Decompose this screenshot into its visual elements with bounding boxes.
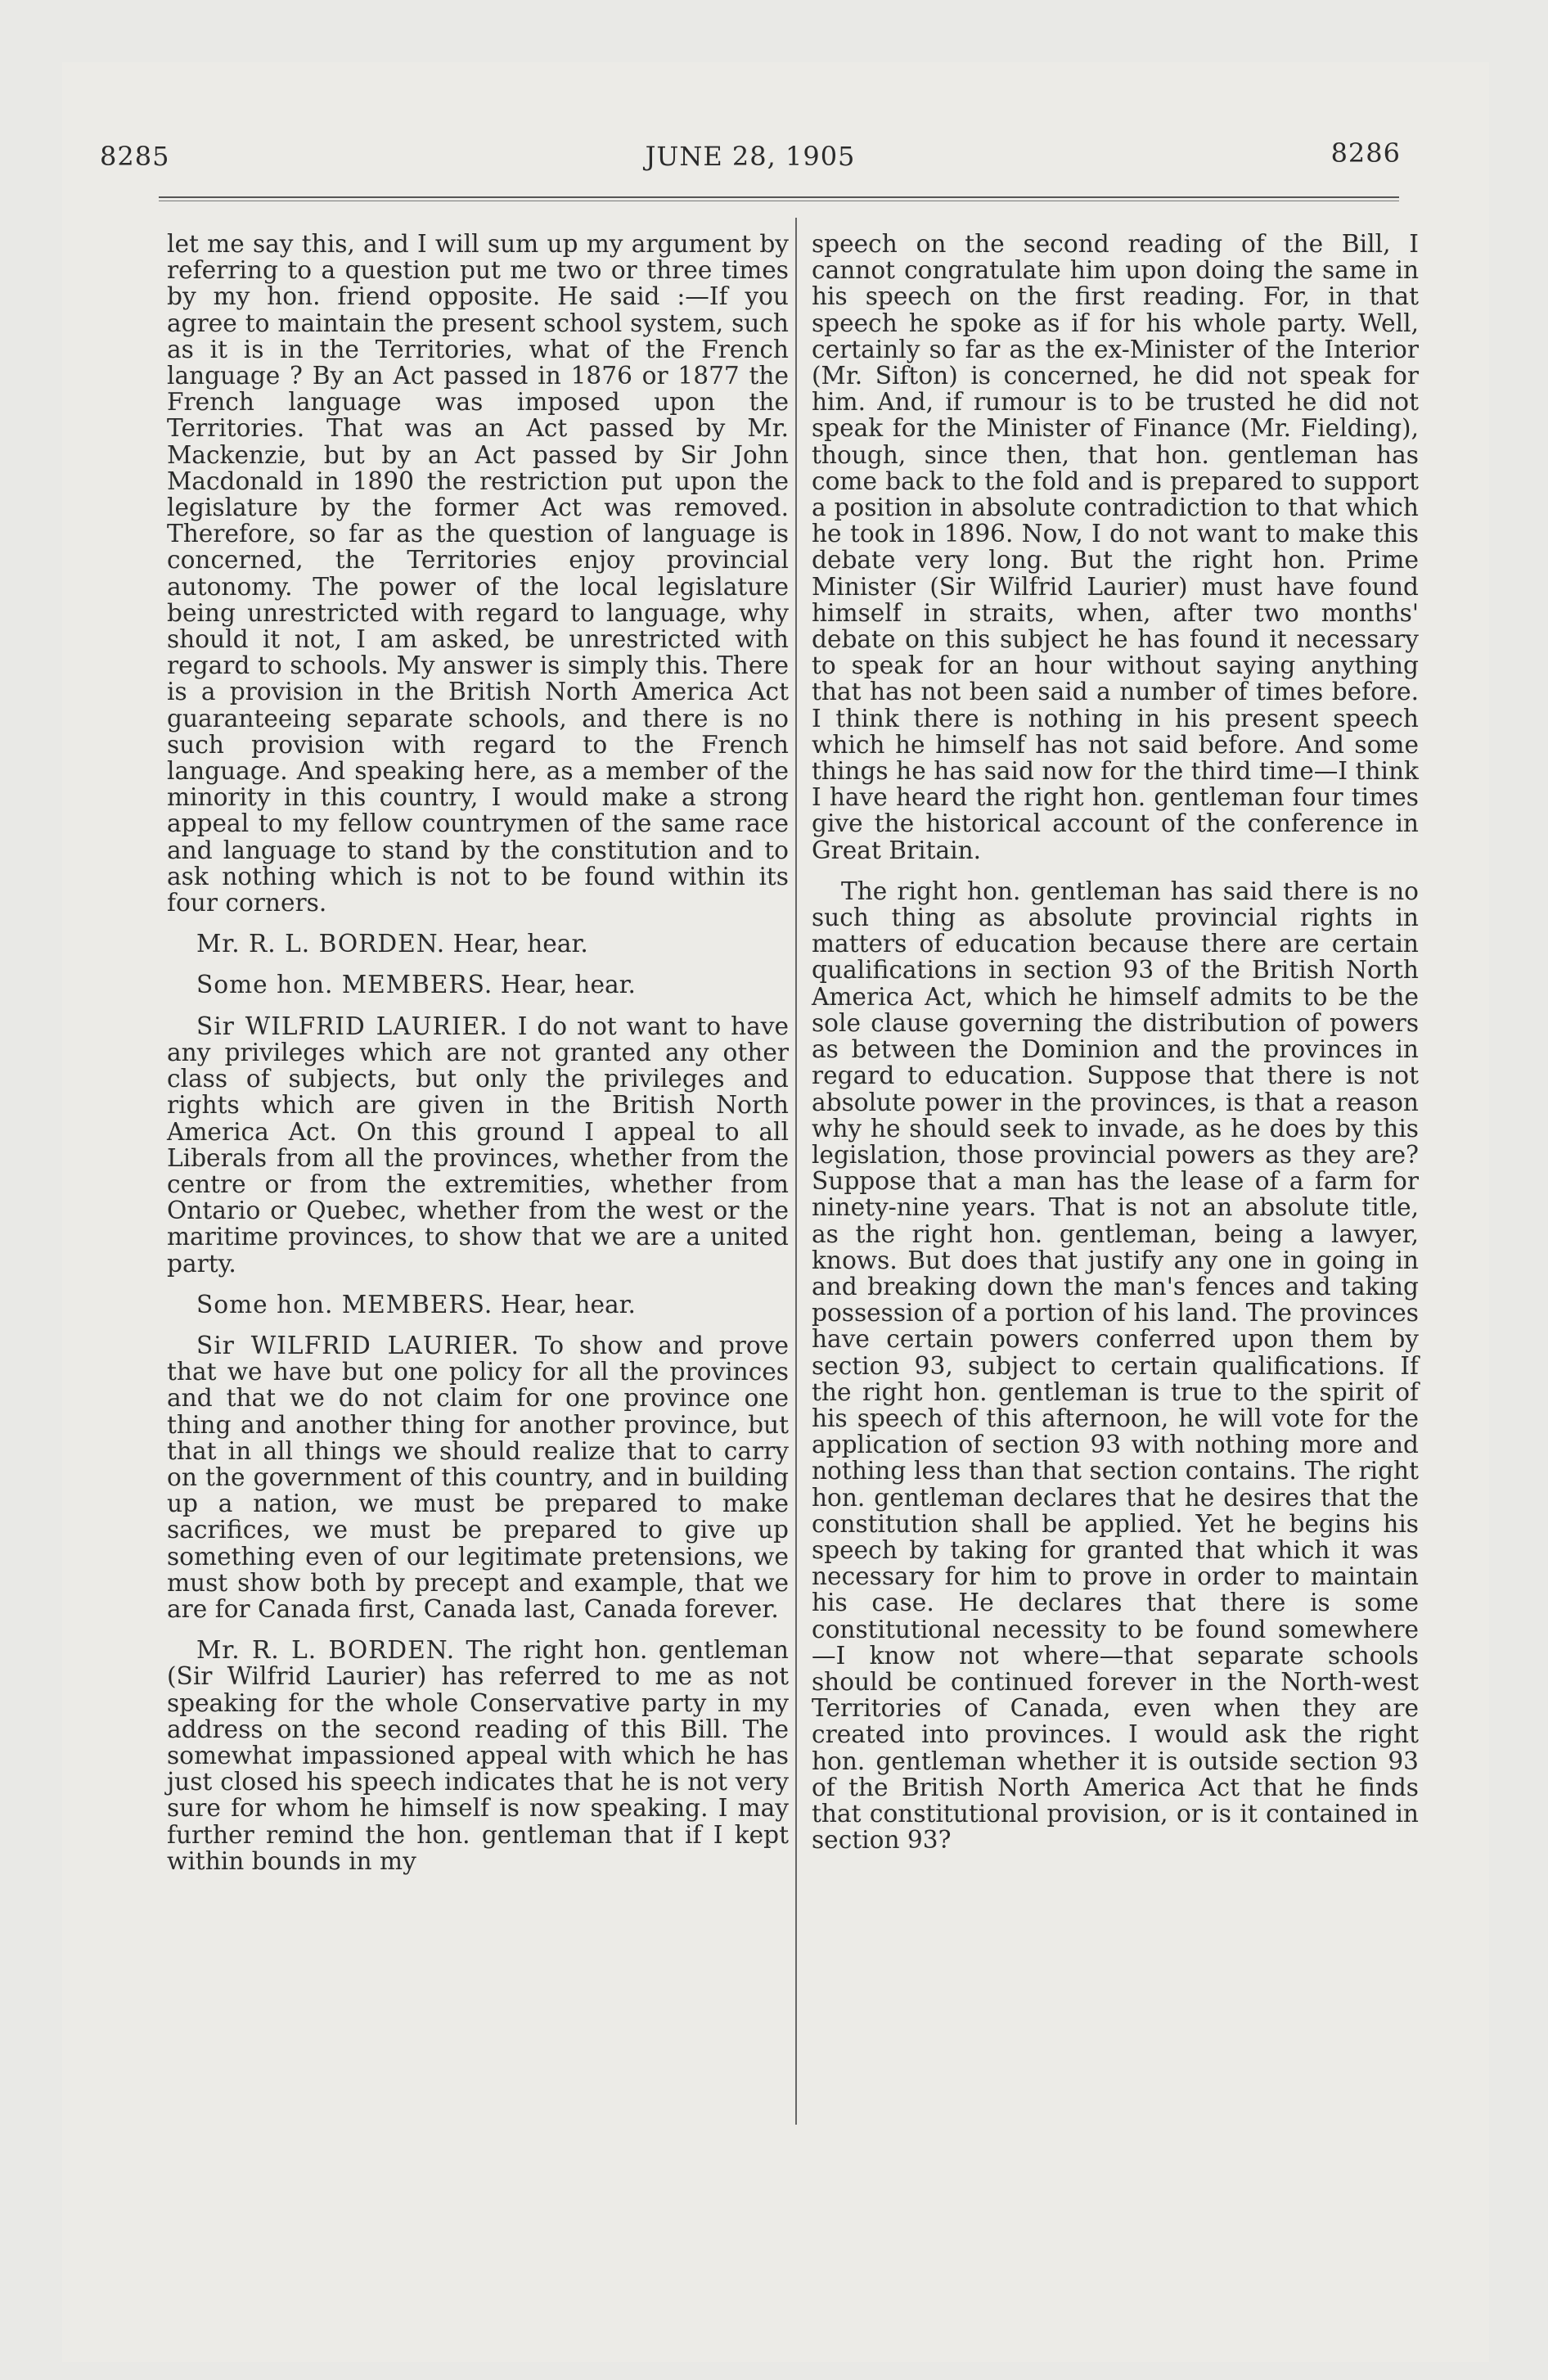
- paragraph-text: I do not want to have any privileges which are not granted any other class of subjects, but only the privileges and rights which are given in the British North America Act. On this ground I appeal to all Liberals from all the provinces, whether from the centre or from the extremities, whether from Ontario or Quebec, whether from the west or the maritime provinces, to show that we are a united party.: [167, 1012, 790, 1278]
- paragraph: [812, 878, 1419, 1854]
- paragraph-text: let me say this, and I will sum up my argument by referring to a question put me two or three times by my hon. friend opposite. He said :—If you agree to maintain the present school system, such as it is in the Territories, what of the French language ? By an Act passed in 1876 or 1877 the French language was imposed upon the Territories. That was an Act passed by Mr. Mackenzie, but by an Act passed by Sir John Macdonald in 1890 the restriction put upon the legislature by the former Act was removed. Therefore, so far as the question of language is concerned, the Territories enjoy provincial autonomy. The power of the local legislature being unrestricted with regard to language, why should it not, I am asked, be unrestricted with regard to schools. My answer is simply this. There is a provision in the British North America Act guaranteeing separate schools, and there is no such provision with regard to the French language. And speaking here, as a member of the minority in this country, I would make a strong appeal to my fellow countrymen of the same race and language to stand by the constitution and to ask nothing which is not to be found within its four corners.: [167, 230, 789, 917]
- paragraph-text: Hear, hear.: [452, 930, 588, 958]
- paragraph-text: The right hon. gentleman has said there is no such thing as absolute provincial rights in matters of education because there are certain qualifications in section 93 of the British North America Act, which he himself admits to be the sole clause governing the distribution of powers as between the Dominion and the provinces in regard to education. Suppose that there is not absolute power in the provinces, is that a reason why he should seek to invade, as he does by this legislation, those provincial powers as they are? Suppose that a man has the lease of a farm for ninety-nine years. That is not an absolute title, as the right hon. gentleman, being a lawyer, knows. But does that justify any one in going in and breaking down the man's fences and taking possession of a portion of his land. The provinces have certain powers conferred upon them by section 93, subject to certain qualifications. If the right hon. gentleman is true to the spirit of his speech of this afternoon, he will vote for the application of section 93 with nothing more and nothing less than that section contains. The right hon. gentleman declares that he desires that the constitution shall be applied. Yet he begins his speech by taking for granted that which it was necessary for him to prove in order to maintain his case. He declares that there is some constitutional necessity to be found somewhere —I know not where—that separate schools should be continued forever in the North-west Territories of Canada, even when they are created into provinces. I would ask the right hon. gentleman whether it is outside section 93 of the British North America Act that he finds that constitutional provision, or is it contained in section 93?: [812, 877, 1419, 1855]
- page-number-right: 8286: [1330, 137, 1401, 169]
- page-number-left: 8285: [100, 141, 170, 172]
- speaker-name: Some hon. MEMBERS.: [196, 1290, 493, 1318]
- speaker-name: Some hon. MEMBERS.: [196, 971, 493, 999]
- paragraph: [167, 1637, 789, 1874]
- paragraph: [167, 231, 789, 916]
- paragraph-text: Hear, hear.: [500, 971, 636, 999]
- page-date: JUNE 28, 1905: [645, 141, 856, 172]
- paragraph: [167, 1013, 789, 1277]
- paragraph-text: speech on the second reading of the Bill, I cannot congratulate him upon doing the same in his speech on the first reading. For, in that speech he spoke as if for his whole party. Well, certainly so far as the ex-Minister of the Interior (Mr. Sifton) is concerned, he did not speak for him. And, if rumour is to be trusted he did not speak for the Minister of Finance (Mr. Fielding), though, since then, that hon. gentleman has come back to the fold and is prepared to support a position in absolute contradiction to that which he took in 1896. Now, I do not want to make this debate very long. But the right hon. Prime Minister (Sir Wilfrid Laurier) must have found himself in straits, when, after two months' debate on this subject he has found it necessary to speak for an hour without saying anything that has not been said a number of times before. I think there is nothing in his present speech which he himself has not said before. And some things he has said now for the third time—I think I have heard the right hon. gentleman four times give the historical account of the conference in Great Britain.: [812, 230, 1419, 864]
- paragraph: [167, 971, 789, 998]
- speaker-name: Sir WILFRID LAURIER.: [196, 1331, 520, 1359]
- speaker-name: Sir WILFRID LAURIER.: [196, 1012, 508, 1040]
- right-column: [812, 231, 1419, 1868]
- paragraph-text: Hear, hear.: [500, 1290, 636, 1318]
- paragraph: [167, 1332, 789, 1622]
- header-rule: [159, 196, 1399, 201]
- paragraph-text: To show and prove that we have but one policy for all the provinces and that we do not claim for one province one thing and another thing for another province, but that in all things we should realize that to carry on the government of this country, and in building up a nation, we must be prepared to make sacrifices, we must be prepared to give up something even of our legitimate pretensions, we must show both by precept and example, that we are for Canada first, Canada last, Canada forever.: [167, 1331, 789, 1623]
- page-header: [100, 137, 1401, 182]
- left-column: [167, 231, 789, 1889]
- column-divider: [795, 218, 797, 2125]
- speaker-name: Mr. R. L. BORDEN.: [196, 1636, 456, 1665]
- paragraph: [812, 231, 1419, 863]
- paragraph: [167, 931, 789, 957]
- paragraph-text: The right hon. gentleman (Sir Wilfrid Laurier) has referred to me as not speaking for the whole Conservative party in my address on the second reading of this Bill. The somewhat impassioned appeal with which he has just closed his speech indicates that he is not very sure for whom he himself is now speaking. I may further remind the hon. gentleman that if I kept within bounds in my: [167, 1636, 789, 1875]
- speaker-name: Mr. R. L. BORDEN.: [196, 930, 446, 958]
- paragraph: [167, 1291, 789, 1318]
